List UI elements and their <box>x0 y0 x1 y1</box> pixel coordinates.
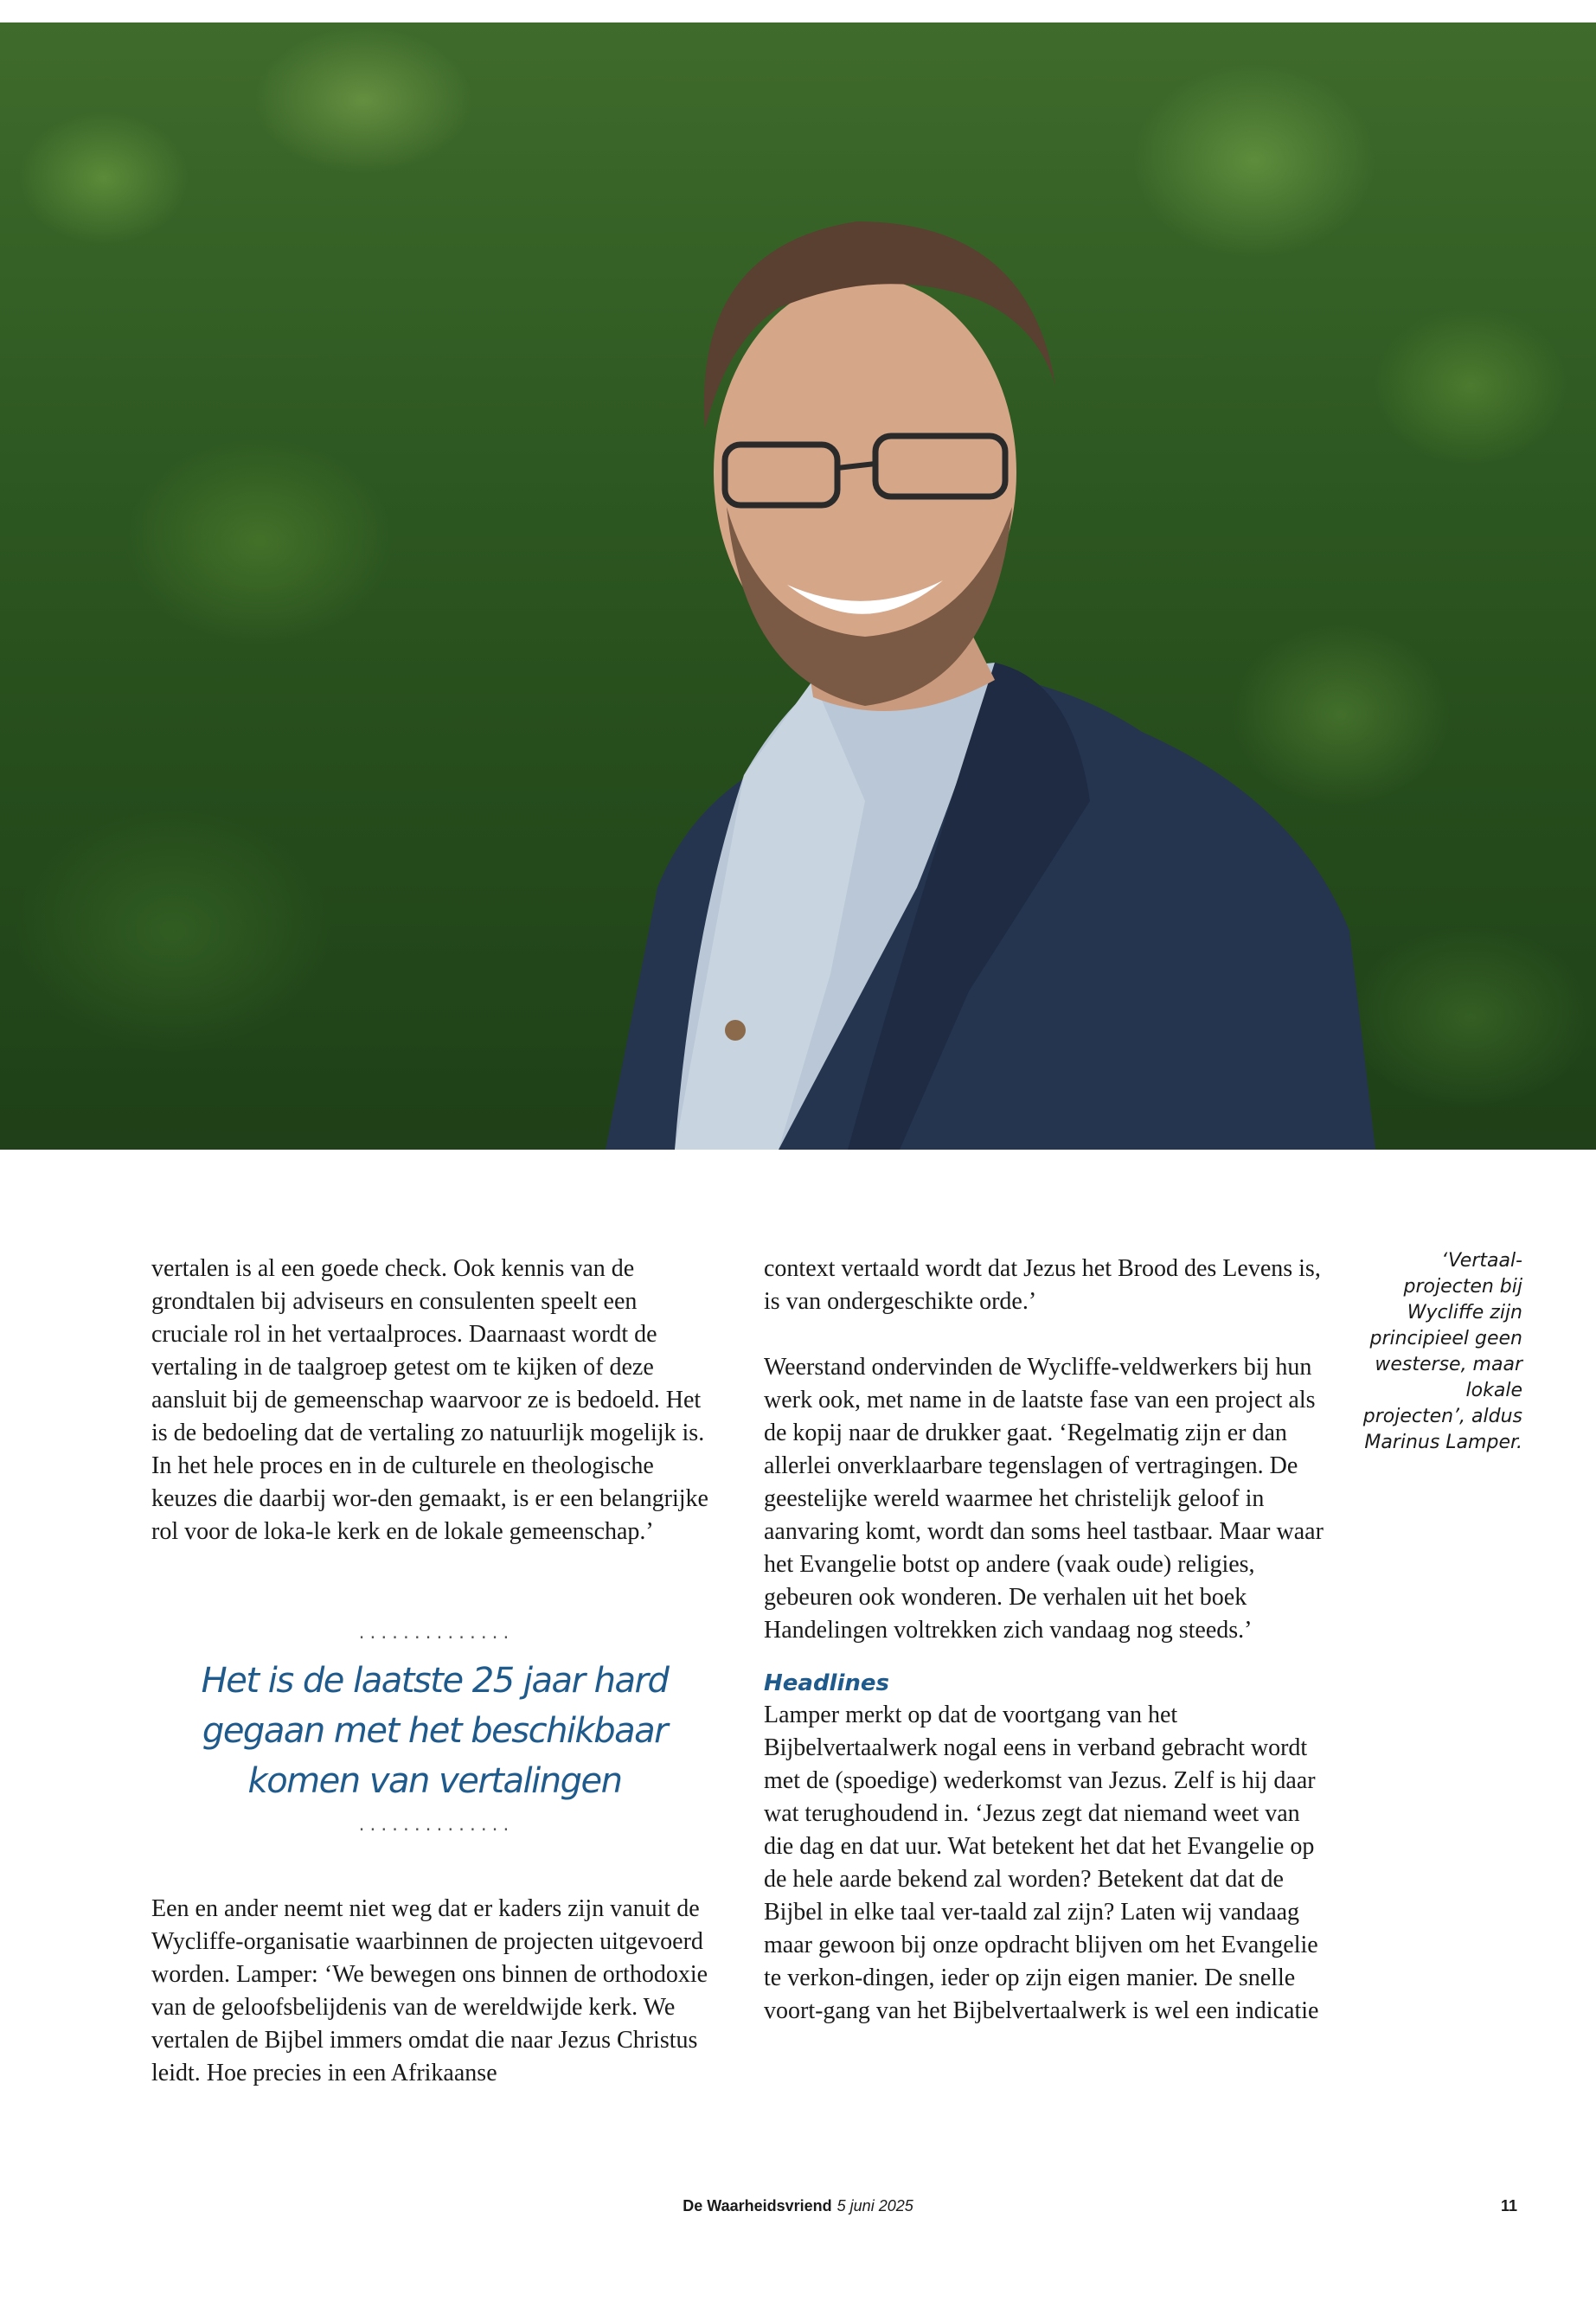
magazine-name: De Waarheidsvriend <box>683 2197 832 2214</box>
issue-date: 5 juni 2025 <box>836 2197 913 2214</box>
article-column-1 <box>151 1253 718 1548</box>
paragraph: Weerstand ondervinden de Wycliffe-veldwerkers bij hun werk ook, met name in de laatste fase van een project als de kopij naar de drukker gaat. ‘Regelmatig zijn er dan allerlei onverklaarbare tegenslagen of vertragingen. De geestelijke wereld waarmee het christelijk geloof in aanvaring komt, wordt dan soms heel tastbaar. Maar waar het Evangelie botst op andere (vaak oude) religies, gebeuren ook wonderen. De verhalen uit het boek Handelingen voltrekken zich vandaag nog steeds.’ <box>764 1354 1324 1644</box>
article-column-2 <box>764 1253 1335 2028</box>
sidebar-quote: ‘Vertaal-projecten bij Wycliffe zijn principieel geen westerse, maar lokale projecten’, aldus Marinus Lamper. <box>1362 1250 1522 1453</box>
pull-quote-text: Het is de laatste 25 jaar hard gegaan met het beschikbaar komen van vertalingen <box>201 1661 669 1801</box>
pull-quote-divider-bottom: .............. <box>356 1817 513 1835</box>
paragraph: context vertaald wordt dat Jezus het Brood des Levens is, is van ondergeschikte orde.’ <box>764 1255 1321 1315</box>
portrait-photo-icon <box>0 22 1596 1150</box>
paragraph: vertalen is al een goede check. Ook kennis van de grondtalen bij adviseurs en consulenten speelt een cruciale rol in het vertaalproces. Daarnaast wordt de vertaling in de taalgroep getest om te kijken of deze aansluit bij de gemeenschap waarvoor ze is bedoeld. Het is de bedoeling dat de vertaling zo natuurlijk mogelijk is. In het hele proces en in de culturele en theologische keuzes die daarbij wor-den gemaakt, is er een belangrijke rol voor de loka-le kerk en de lokale gemeenschap.’ <box>151 1255 708 1545</box>
pull-quote-divider-top: .............. <box>356 1625 513 1643</box>
paragraph: Lamper merkt op dat de voortgang van het Bijbelvertaalwerk nogal eens in verband gebracht wordt met de (spoedige) wederkomst van Jezus. Zelf is hij daar wat terughoudend in. ‘Jezus zegt dat niemand weet van die dag en dat uur. Wat betekent het dat het Evangelie op de hele aarde bekend zal worden? Betekent dat dat de Bijbel in elke taal ver-taald zal zijn? Laten wij vandaag maar gewoon bij onze opdracht blijven om het Evangelie te verkon-dingen, ieder op zijn eigen manier. De snelle voort-gang van het Bijbelvertaalwerk is wel een indicatie <box>764 1702 1319 2024</box>
pull-quote <box>151 1626 718 1834</box>
section-subheading: Headlines <box>764 1670 889 1696</box>
paragraph: Een en ander neemt niet weg dat er kaders zijn vanuit de Wycliffe-organisatie waarbinnen de projecten uitgevoerd worden. Lamper: ‘We bewegen ons binnen de orthodoxie van de geloofsbelijdenis van de wereldwijde kerk. We vertalen de Bijbel immers omdat die naar Jezus Christus leidt. Hoe precies in een Afrikaanse <box>151 1895 708 2086</box>
article-column-1-continued <box>151 1893 718 2090</box>
page-number: 11 <box>1501 2197 1518 2214</box>
portrait-photo <box>0 22 1596 1150</box>
footer <box>0 2197 1596 2215</box>
